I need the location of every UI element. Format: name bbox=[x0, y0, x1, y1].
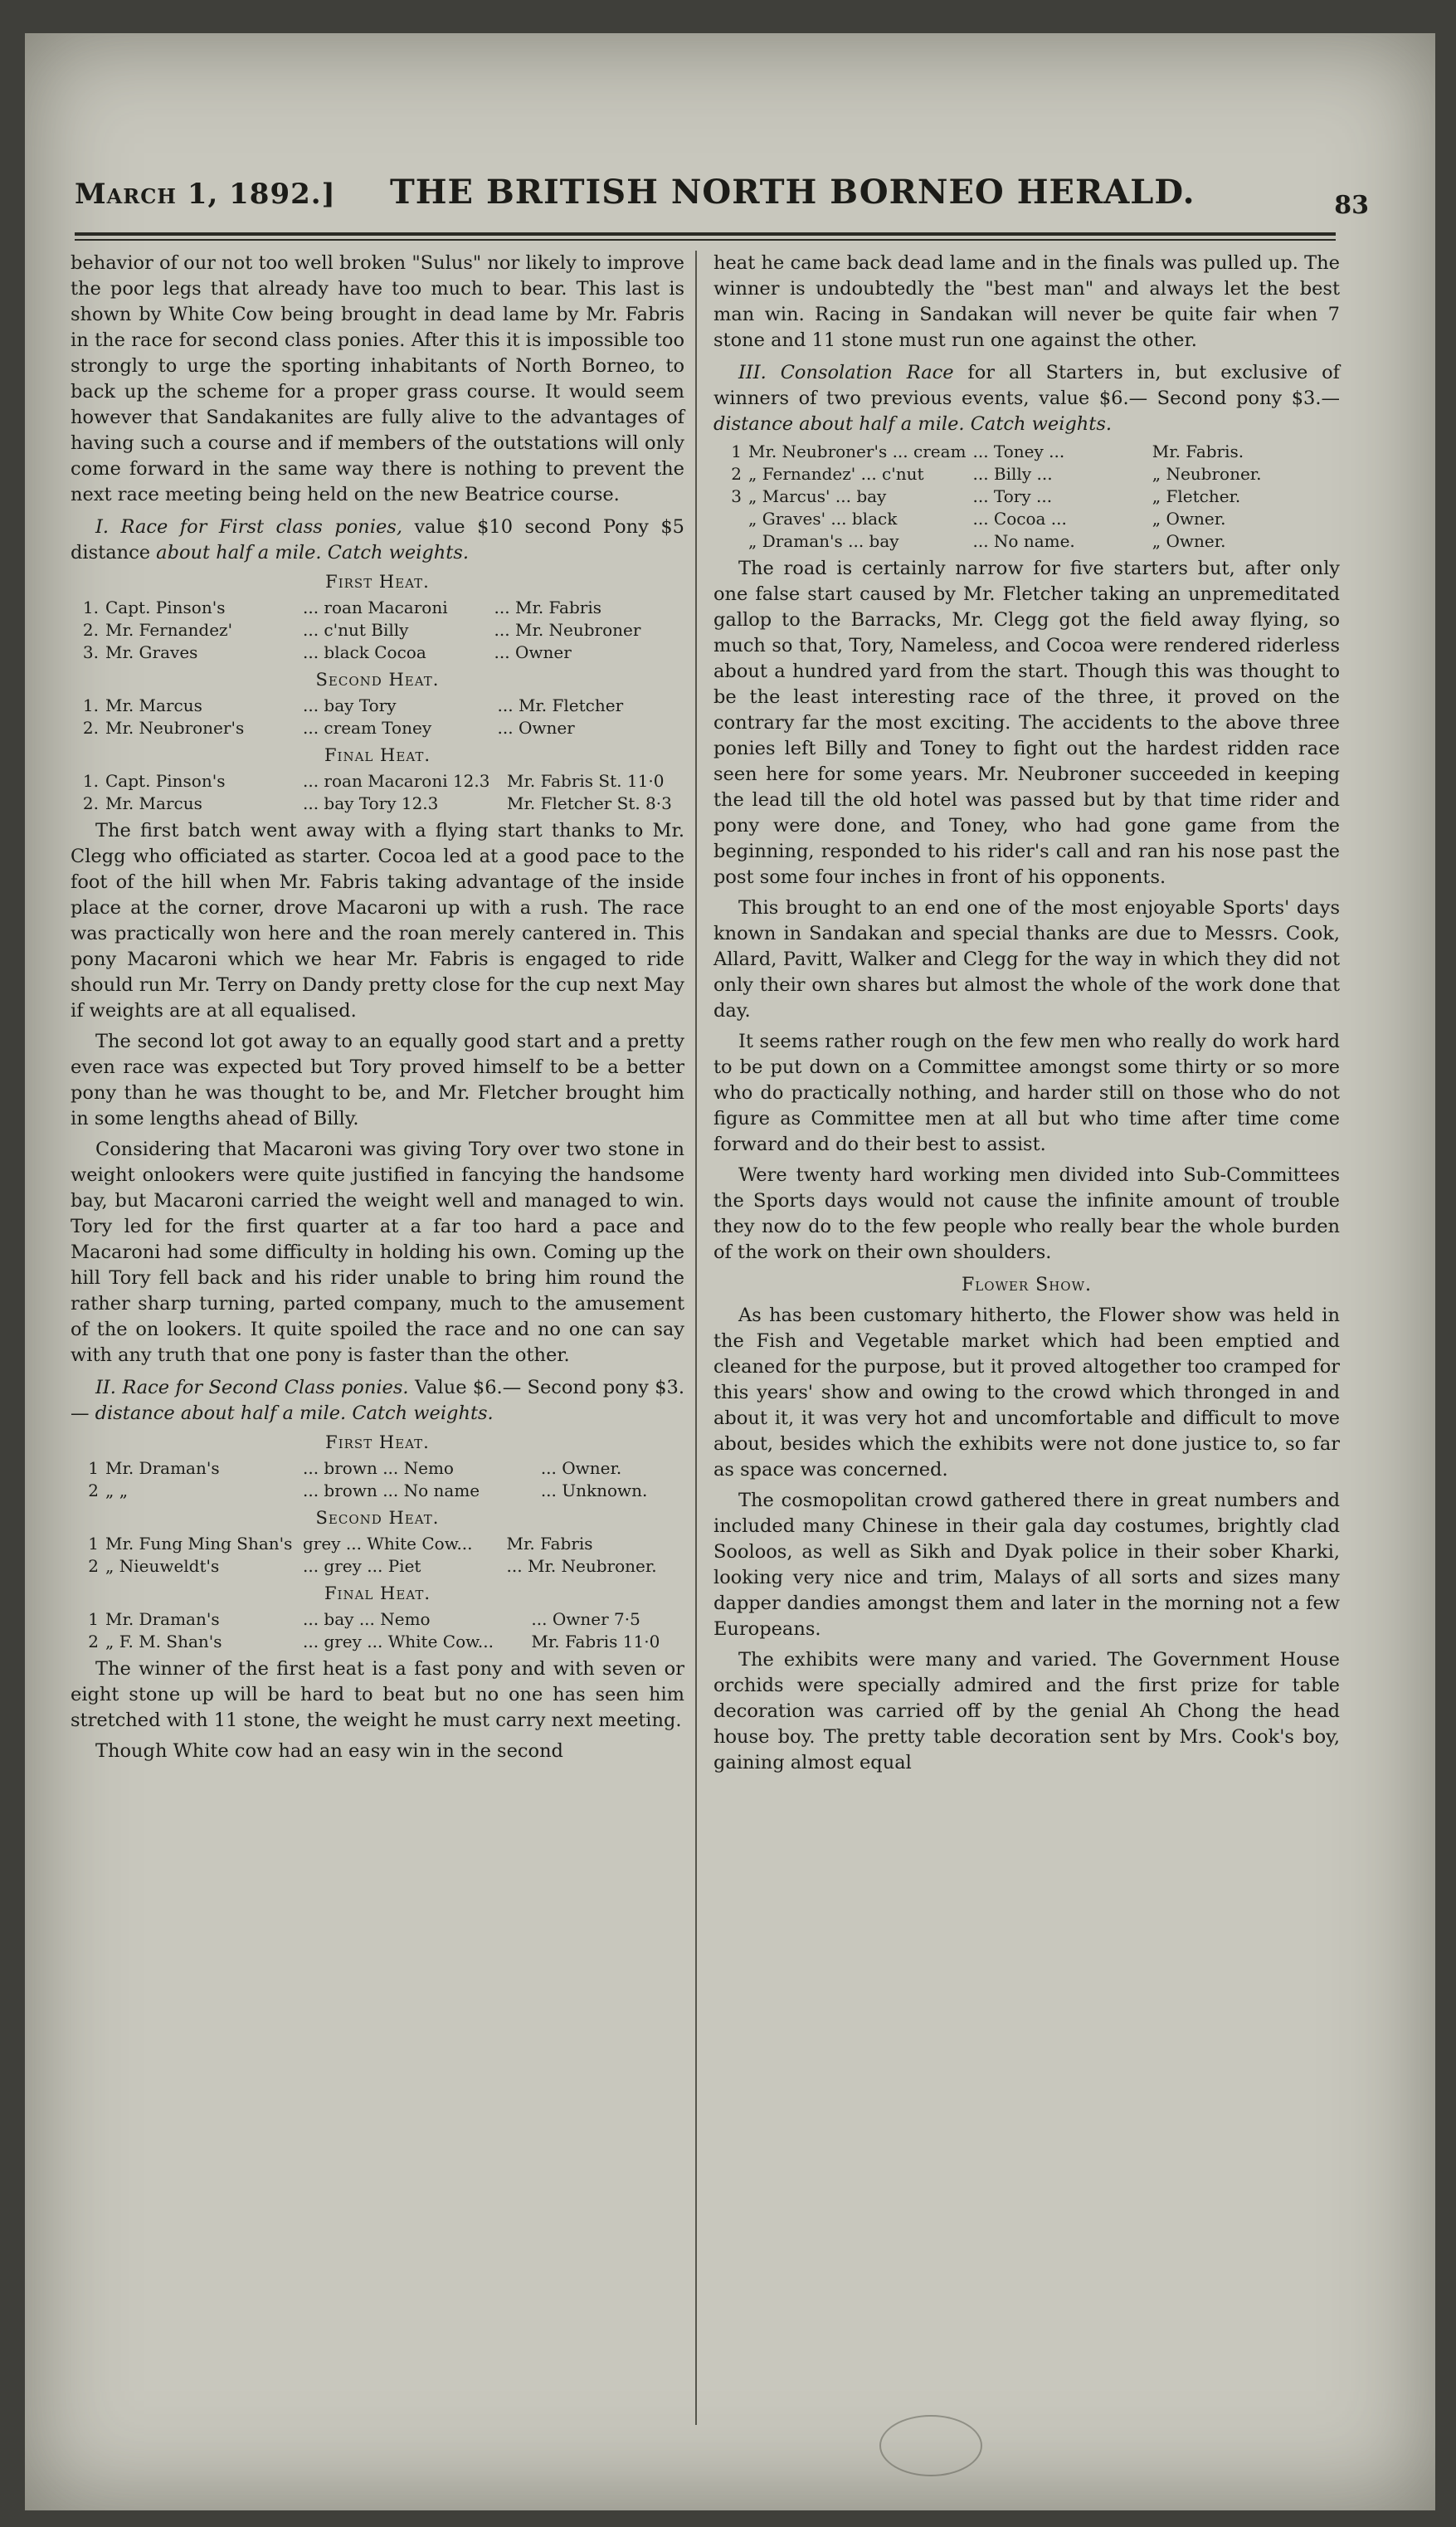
results-table bbox=[713, 441, 1340, 553]
heat-title: Second Heat. bbox=[315, 670, 440, 690]
result-row bbox=[71, 1457, 684, 1480]
result-cell: Mr. Fabris bbox=[506, 1534, 593, 1554]
paragraph: Considering that Macaroni was giving Tory over two stone in weight onlookers were quite justified in fancying the handsome bay, but Macaroni carried the weight well and managed to win. Tory led for the first quarter at a far too hard a pace and Macaroni had some difficulty in holding his own. Coming up the hill Tory fell back and his rider unable to bring him round the rather sharp turning, parted company, much to the amusement of the on lookers. It quite spoiled the race and no one can say with any truth that one pony is faster than the other. bbox=[71, 1139, 684, 1366]
race-heading: II. Race for Second Class ponies. Value $6.— Second pony $3.— distance about half a mile. Catch weights. bbox=[71, 1377, 685, 1424]
result-cell: 2. bbox=[82, 793, 99, 813]
result-cell: ... c'nut Billy bbox=[303, 620, 409, 640]
result-cell: Mr. Draman's bbox=[105, 1609, 220, 1629]
result-cell: 1 bbox=[88, 1458, 99, 1478]
result-row bbox=[713, 485, 1340, 508]
paragraph: The cosmopolitan crowd gathered there in great numbers and included many Chinese in their gala day costumes, brightly clad Sooloos, as well as Sikh and Dyak police in their sober Kharki, looking very nice and trim, Malays of all sorts and sizes many dapper dandies amongst them and later in the morning not a few Europeans. bbox=[713, 1490, 1340, 1640]
result-cell: Mr. Fabris 11·0 bbox=[531, 1632, 660, 1651]
result-cell: ... black Cocoa bbox=[303, 642, 426, 662]
result-cell: ... bay Tory 12.3 bbox=[303, 793, 439, 813]
result-row bbox=[71, 695, 684, 717]
result-cell: Mr. Neubroner's bbox=[105, 718, 245, 738]
paragraph: The road is certainly narrow for five starters but, after only one false start caused by Mr. Fletcher taking an unpremeditated gallop to the Barracks, Mr. Clegg got the field away flying, so much so that, Tory, Nameless, and Cocoa were rendered riderless about a hundred yard from the start. Though this was thought to be the least interesting race of the three, it proved on the contrary far the most exciting. The accidents to the above three ponies left Billy and Toney to fight out the hardest ridden race seen here for some years. Mr. Neubroner succeeded in keeping the lead till the old hotel was passed but by that time rider and pony were done, and Toney, who had gone game from the beginning, responded to his rider's call and ran his nose past the post some four inches in front of his opponents. bbox=[713, 558, 1340, 888]
result-cell: 3 bbox=[731, 486, 742, 506]
result-cell: Mr. Marcus bbox=[105, 695, 202, 715]
result-cell: „ Graves' ... black bbox=[748, 509, 898, 529]
result-cell: ... bay Tory bbox=[303, 695, 397, 715]
heat-title: Final Heat. bbox=[324, 745, 431, 765]
result-cell: ... Mr. Neubroner. bbox=[506, 1556, 657, 1576]
race-heading: III. Consolation Race for all Starters in, but exclusive of winners of two previous events, value $6.— Second pony $3.— distance about half a mile. Catch weights. bbox=[713, 362, 1340, 435]
result-row bbox=[71, 717, 684, 739]
result-cell: 2. bbox=[82, 718, 99, 738]
result-cell bbox=[713, 530, 745, 553]
result-cell: „ F. M. Shan's bbox=[105, 1632, 222, 1651]
result-cell: „ Fernandez' ... c'nut bbox=[748, 464, 924, 484]
result-cell: 1 bbox=[88, 1609, 99, 1629]
result-row bbox=[71, 1608, 684, 1631]
paragraph: behavior of our not too well broken "Sulus" nor likely to improve the poor legs that already have too much to bear. This last is shown by White Cow being brought in dead lame by Mr. Fabris in the race for second class ponies. After this it is impossible too strongly to urge the sporting inhabitants of North Borneo, to back up the scheme for a proper grass course. It would seem however that Sandakanites are fully alive to the advantages of having such a course and if members of the outstations will only come forward in the same way there is nothing to prevent the next race meeting being held on the new Beatrice course. bbox=[71, 252, 684, 505]
paragraph: Were twenty hard working men divided into Sub-Committees the Sports days would not cause the infinite amount of trouble they now do to the few people who really bear the whole burden of the work on their own shoulders. bbox=[713, 1164, 1340, 1263]
result-row bbox=[71, 1480, 684, 1502]
heat-title: Second Heat. bbox=[315, 1508, 440, 1528]
result-cell: Mr. Draman's bbox=[105, 1458, 220, 1478]
paragraph: It seems rather rough on the few men who really do work hard to be put down on a Committee amongst some thirty or so more who do practically nothing, and harder still on those who do not figure as Committee men at all but who time after time come forward and do their best to assist. bbox=[713, 1031, 1340, 1155]
result-cell: ... roan Macaroni 12.3 bbox=[303, 771, 490, 791]
result-cell: ... Mr. Neubroner bbox=[494, 620, 641, 640]
paragraph: Though White cow had an easy win in the second bbox=[95, 1740, 563, 1762]
result-cell: 3. bbox=[82, 642, 99, 662]
race-heading: I. Race for First class ponies, value $10 second Pony $5 distance about half a mile. Catch weights. bbox=[71, 516, 684, 563]
result-cell: „ Draman's ... bay bbox=[748, 531, 899, 551]
result-cell: „ Owner. bbox=[1152, 509, 1226, 529]
heat-title: First Heat. bbox=[325, 572, 430, 592]
paragraph: As has been customary hitherto, the Flower show was held in the Fish and Vegetable market which had been emptied and cleaned for the purpose, but it proved altogether too cramped for this years' show and owing to the crowd which thronged in and about it, it was very hot and uncomfortable and difficult to move about, besides which the exhibits were not done justice to, so far as space was concerned. bbox=[713, 1305, 1340, 1481]
result-cell: ... Toney ... bbox=[972, 441, 1065, 461]
result-cell: Mr. Fabris. bbox=[1152, 441, 1244, 461]
masthead bbox=[75, 166, 1369, 224]
right-column bbox=[713, 251, 1340, 1781]
heat-title: First Heat. bbox=[325, 1432, 430, 1452]
result-row bbox=[71, 1631, 684, 1653]
paragraph: The winner of the first heat is a fast pony and with seven or eight stone up will be hard to beat but no one has seen him stretched with 11 stone, the weight he must carry next meeting. bbox=[71, 1658, 684, 1731]
result-cell: ... Owner. bbox=[540, 1458, 622, 1478]
result-cell: „ Nieuweldt's bbox=[105, 1556, 220, 1576]
result-cell: 2. bbox=[82, 620, 99, 640]
result-cell: ... Owner bbox=[494, 642, 572, 662]
result-cell: ... bay ... Nemo bbox=[303, 1609, 431, 1629]
result-cell: 2 bbox=[88, 1632, 99, 1651]
result-cell: ... brown ... Nemo bbox=[303, 1458, 454, 1478]
column-divider bbox=[695, 251, 697, 2425]
result-cell: ... Tory ... bbox=[972, 486, 1053, 506]
result-cell: 1. bbox=[82, 771, 99, 791]
result-cell: „ Marcus' ... bay bbox=[748, 486, 887, 506]
result-cell: 1 bbox=[88, 1534, 99, 1554]
results-table bbox=[71, 695, 684, 739]
result-cell: grey ... White Cow... bbox=[303, 1534, 473, 1554]
result-cell: ... Mr. Fletcher bbox=[497, 695, 624, 715]
paragraph: The second lot got away to an equally good start and a pretty even race was expected but Tory proved himself to be a better pony than he was thought to be, and Mr. Fletcher brought him in some lengths ahead of Billy. bbox=[71, 1031, 684, 1129]
result-cell: ... Mr. Fabris bbox=[494, 598, 601, 617]
result-cell: Mr. Graves bbox=[105, 642, 198, 662]
newspaper-page bbox=[25, 33, 1435, 2510]
result-cell: ... grey ... White Cow... bbox=[303, 1632, 494, 1651]
result-row bbox=[71, 793, 684, 815]
result-cell: ... Owner 7·5 bbox=[531, 1609, 640, 1629]
paragraph: The first batch went away with a flying start thanks to Mr. Clegg who officiated as starter. Cocoa led at a good pace to the foot of the hill when Mr. Fabris taking advantage of the inside place at the corner, drove Macaroni up with a rush. The race was practically won here and the roan merely cantered in. This pony Macaroni which we hear Mr. Fabris is engaged to ride should run Mr. Terry on Dandy pretty close for the cup next May if weights are at all equalised. bbox=[71, 820, 684, 1022]
result-cell: Capt. Pinson's bbox=[105, 771, 226, 791]
result-cell: Capt. Pinson's bbox=[105, 598, 226, 617]
results-table bbox=[71, 597, 684, 664]
result-cell: „ Neubroner. bbox=[1152, 464, 1262, 484]
result-cell: 1. bbox=[82, 695, 99, 715]
result-cell: 1. bbox=[82, 598, 99, 617]
result-row bbox=[713, 441, 1340, 463]
result-cell: ... cream Toney bbox=[303, 718, 432, 738]
result-cell: Mr. Fabris St. 11·0 bbox=[507, 771, 665, 791]
result-cell: 2 bbox=[731, 464, 742, 484]
paragraph: This brought to an end one of the most enjoyable Sports' days known in Sandakan and special thanks are due to Messrs. Cook, Allard, Pavitt, Walker and Clegg for the way in which they did not only their own shares but almost the whole of the work done that day. bbox=[713, 897, 1340, 1022]
result-cell: „ Fletcher. bbox=[1152, 486, 1241, 506]
result-cell: ... Billy ... bbox=[972, 464, 1053, 484]
result-row bbox=[71, 770, 684, 793]
heat-title: Final Heat. bbox=[324, 1583, 431, 1603]
results-table bbox=[71, 1457, 684, 1502]
results-table bbox=[71, 1608, 684, 1653]
result-cell: ... Owner bbox=[497, 718, 575, 738]
result-row bbox=[71, 642, 684, 664]
left-column bbox=[71, 251, 684, 1769]
result-cell: „ „ bbox=[105, 1481, 129, 1500]
paragraph: heat he came back dead lame and in the finals was pulled up. The winner is undoubtedly the "best man" and always let the best man win. Racing in Sandakan will never be quite fair when 7 stone and 11 stone must run one against the other. bbox=[713, 252, 1340, 351]
result-cell: Mr. Marcus bbox=[105, 793, 202, 813]
result-cell: Mr. Fung Ming Shan's bbox=[105, 1534, 293, 1554]
result-cell: 2 bbox=[88, 1556, 99, 1576]
section-title: Flower Show. bbox=[961, 1275, 1093, 1295]
issue-date: March 1, 1892.] bbox=[75, 178, 336, 211]
page-number: 83 bbox=[1334, 191, 1369, 220]
result-cell: ... grey ... Piet bbox=[303, 1556, 421, 1576]
result-row bbox=[713, 530, 1340, 553]
result-cell: ... No name. bbox=[972, 531, 1075, 551]
result-cell: ... brown ... No name bbox=[303, 1481, 480, 1500]
library-stamp bbox=[879, 2415, 982, 2476]
result-row bbox=[713, 463, 1340, 485]
result-cell: Mr. Neubroner's ... cream bbox=[748, 441, 967, 461]
result-cell: „ Owner. bbox=[1152, 531, 1226, 551]
results-table bbox=[71, 1533, 684, 1578]
result-cell: Mr. Fletcher St. 8·3 bbox=[507, 793, 672, 813]
newspaper-title: THE BRITISH NORTH BORNEO HERALD. bbox=[390, 173, 1195, 212]
result-cell: ... Unknown. bbox=[540, 1481, 648, 1500]
result-cell: ... Cocoa ... bbox=[972, 509, 1067, 529]
results-table bbox=[71, 770, 684, 815]
result-cell bbox=[713, 508, 745, 530]
result-cell: 2 bbox=[88, 1481, 99, 1500]
result-row bbox=[71, 597, 684, 619]
result-row bbox=[713, 508, 1340, 530]
result-row bbox=[71, 619, 684, 642]
result-row bbox=[71, 1555, 684, 1578]
paragraph: The exhibits were many and varied. The Government House orchids were specially admired and the first prize for table decoration was carried off by the genial Ah Chong the head house boy. The pretty table decoration sent by Mrs. Cook's boy, gaining almost equal bbox=[713, 1649, 1340, 1773]
result-cell: Mr. Fernandez' bbox=[105, 620, 233, 640]
header-rule bbox=[75, 232, 1336, 241]
result-row bbox=[71, 1533, 684, 1555]
result-cell: 1 bbox=[731, 441, 742, 461]
result-cell: ... roan Macaroni bbox=[303, 598, 448, 617]
